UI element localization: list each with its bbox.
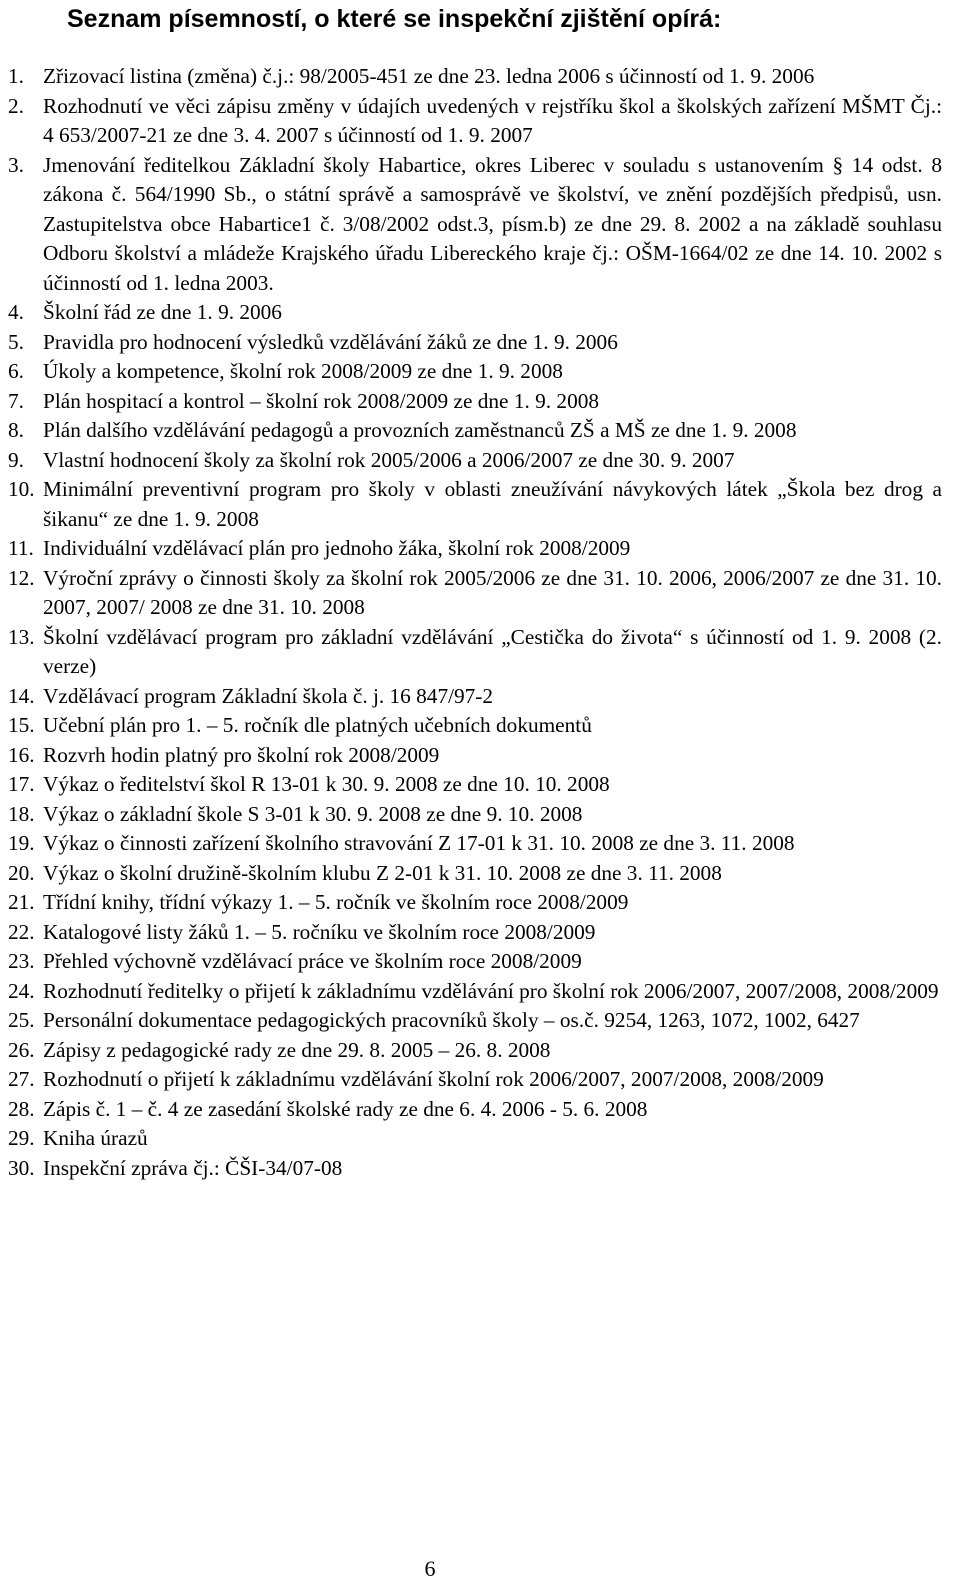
list-item-number: 28. xyxy=(8,1096,35,1121)
list-item-number: 8. xyxy=(8,418,24,442)
list-item-text: Přehled výchovně vzdělávací práce ve školním roce 2008/2009 xyxy=(43,949,582,973)
list-item-number: 22. xyxy=(8,919,35,944)
list-item-number: 4. xyxy=(8,300,24,324)
list-item-number: 24. xyxy=(8,978,35,1003)
list-item-text: Třídní knihy, třídní výkazy 1. – 5. ročník ve školním roce 2008/2009 xyxy=(43,890,629,914)
list-item-number: 6. xyxy=(8,359,24,383)
list-item-number: 27. xyxy=(8,1067,35,1091)
list-item-number: 16. xyxy=(8,742,35,767)
list-item-text: Vzdělávací program Základní škola č. j. 16 847/97-2 xyxy=(43,683,494,708)
list-item-number: 10. xyxy=(8,477,35,501)
list-item-number: 9. xyxy=(8,447,24,472)
list-item-text: Rozhodnutí ve věci zápisu změny v údajích uvedených v rejstříku škol a školských zařízení MŠMT Čj.: 4 653/2007-21 ze dne 3. 4. 2007 s účinností od 1. 9. 2007 xyxy=(43,93,942,147)
list-item-text: Vlastní hodnocení školy za školní rok 2005/2006 a 2006/2007 ze dne 30. 9. 2007 xyxy=(43,447,735,472)
list-item-text: Plán hospitací a kontrol – školní rok 2008/2009 ze dne 1. 9. 2008 xyxy=(43,388,600,413)
list-item xyxy=(0,623,942,682)
list-item xyxy=(0,416,942,446)
list-item-text: Plán dalšího vzdělávání pedagogů a provozních zaměstnanců ZŠ a MŠ ze dne 1. 9. 2008 xyxy=(43,418,797,442)
list-item-text: Kniha úrazů xyxy=(43,1126,148,1150)
list-item xyxy=(0,888,942,918)
list-item xyxy=(0,1065,942,1095)
list-item-number: 20. xyxy=(8,860,35,885)
list-item xyxy=(0,328,942,358)
list-item xyxy=(0,977,942,1007)
list-item xyxy=(0,859,942,889)
list-item-text: Školní vzdělávací program pro základní vzdělávání „Cestička do života“ s účinností od 1. 9. 2008 (2. verze) xyxy=(43,624,942,678)
list-item-number: 21. xyxy=(8,890,35,914)
list-item-text: Výkaz o činnosti zařízení školního stravování Z 17-01 k 31. 10. 2008 ze dne 3. 11. 2008 xyxy=(43,831,795,855)
document-list xyxy=(0,62,960,1183)
list-item xyxy=(0,800,942,830)
list-item xyxy=(0,475,942,534)
list-item-number: 3. xyxy=(8,152,24,177)
list-item xyxy=(0,682,942,712)
list-item xyxy=(0,62,942,92)
list-item-text: Výroční zprávy o činnosti školy za školní rok 2005/2006 ze dne 31. 10. 2006, 2006/2007 ze dne 31. 10. 2007, 2007/ 2008 ze dne 31. 10. 2008 xyxy=(43,565,942,619)
list-item xyxy=(0,564,942,623)
list-item xyxy=(0,711,942,741)
list-item xyxy=(0,92,942,151)
list-item-text: Výkaz o ředitelství škol R 13-01 k 30. 9. 2008 ze dne 10. 10. 2008 xyxy=(43,772,610,796)
list-item-number: 13. xyxy=(8,624,35,649)
list-item xyxy=(0,1124,942,1154)
list-item xyxy=(0,298,942,328)
list-item-number: 25. xyxy=(8,1008,35,1032)
list-item-text: Minimální preventivní program pro školy v oblasti zneužívání návykových látek „Škola bez drog a šikanu“ ze dne 1. 9. 2008 xyxy=(43,477,942,531)
list-item-number: 12. xyxy=(8,565,35,590)
list-item xyxy=(0,1154,942,1184)
list-item-number: 1. xyxy=(8,64,24,88)
list-item xyxy=(0,446,942,476)
list-item xyxy=(0,1095,942,1125)
list-item-text: Jmenování ředitelkou Základní školy Habartice, okres Liberec v souladu s ustanovením § 14 odst. 8 zákona č. 564/1990 Sb., o státní správě a samosprávě ve školství, ve znění pozdějších předpisů, usn. Zastupitelstva obce Habartice1 č. 3/08/2002 odst.3, písm.b) ze dne 29. 8. 2002 a na základě souhlasu Odboru školství a mládeže Krajského úřadu Libereckého kraje čj.: OŠM-1664/02 ze dne 14. 10. 2002 s účinností od 1. ledna 2003. xyxy=(43,152,942,295)
list-item-number: 17. xyxy=(8,772,35,796)
list-item xyxy=(0,1006,942,1036)
list-item-number: 5. xyxy=(8,329,24,354)
list-item-number: 7. xyxy=(8,388,24,413)
list-item-number: 2. xyxy=(8,93,24,118)
list-item-number: 11. xyxy=(8,536,34,560)
list-item xyxy=(0,357,942,387)
list-item-text: Výkaz o základní škole S 3-01 k 30. 9. 2008 ze dne 9. 10. 2008 xyxy=(43,801,583,826)
list-item xyxy=(0,947,942,977)
list-item-text: Zápisy z pedagogické rady ze dne 29. 8. 2005 – 26. 8. 2008 xyxy=(43,1037,551,1062)
list-item-number: 30. xyxy=(8,1155,35,1180)
list-item-number: 23. xyxy=(8,949,35,973)
list-item xyxy=(0,770,942,800)
list-item-text: Katalogové listy žáků 1. – 5. ročníku ve školním roce 2008/2009 xyxy=(43,919,596,944)
list-item-text: Individuální vzdělávací plán pro jednoho žáka, školní rok 2008/2009 xyxy=(43,536,631,560)
list-item-text: Inspekční zpráva čj.: ČŠI-34/07-08 xyxy=(43,1155,343,1180)
list-item xyxy=(0,534,942,564)
list-item-number: 14. xyxy=(8,683,35,708)
list-item-text: Úkoly a kompetence, školní rok 2008/2009 ze dne 1. 9. 2008 xyxy=(43,359,563,383)
page-number: 6 xyxy=(424,1556,436,1581)
list-item xyxy=(0,829,942,859)
list-item-number: 29. xyxy=(8,1126,35,1150)
list-item-number: 26. xyxy=(8,1037,35,1062)
list-item xyxy=(0,918,942,948)
list-item-number: 15. xyxy=(8,713,35,737)
list-item-text: Rozvrh hodin platný pro školní rok 2008/2009 xyxy=(43,742,440,767)
list-item-number: 19. xyxy=(8,831,35,855)
list-item-number: 18. xyxy=(8,801,35,826)
list-item xyxy=(0,1036,942,1066)
list-item xyxy=(0,387,942,417)
list-item-text: Učební plán pro 1. – 5. ročník dle platných učebních dokumentů xyxy=(43,713,592,737)
list-item-text: Zřizovací listina (změna) č.j.: 98/2005-451 ze dne 23. ledna 2006 s účinností od 1. 9. 2006 xyxy=(43,64,815,88)
list-item xyxy=(0,151,942,299)
page-heading: Seznam písemností, o které se inspekční zjištění opírá: xyxy=(67,5,722,33)
list-item-text: Zápis č. 1 – č. 4 ze zasedání školské rady ze dne 6. 4. 2006 - 5. 6. 2008 xyxy=(43,1096,648,1121)
list-item-text: Rozhodnutí o přijetí k základnímu vzdělávání školní rok 2006/2007, 2007/2008, 2008/2009 xyxy=(43,1067,824,1091)
list-item-text: Rozhodnutí ředitelky o přijetí k základnímu vzdělávání pro školní rok 2006/2007, 2007/2008, 2008/2009 xyxy=(43,978,939,1003)
list-item-text: Školní řád ze dne 1. 9. 2006 xyxy=(43,300,282,324)
list-item-text: Personální dokumentace pedagogických pracovníků školy – os.č. 9254, 1263, 1072, 1002, 6427 xyxy=(43,1008,860,1032)
list-item xyxy=(0,741,942,771)
list-item-text: Pravidla pro hodnocení výsledků vzdělávání žáků ze dne 1. 9. 2006 xyxy=(43,329,618,354)
list-item-text: Výkaz o školní družině-školním klubu Z 2-01 k 31. 10. 2008 ze dne 3. 11. 2008 xyxy=(43,860,722,885)
